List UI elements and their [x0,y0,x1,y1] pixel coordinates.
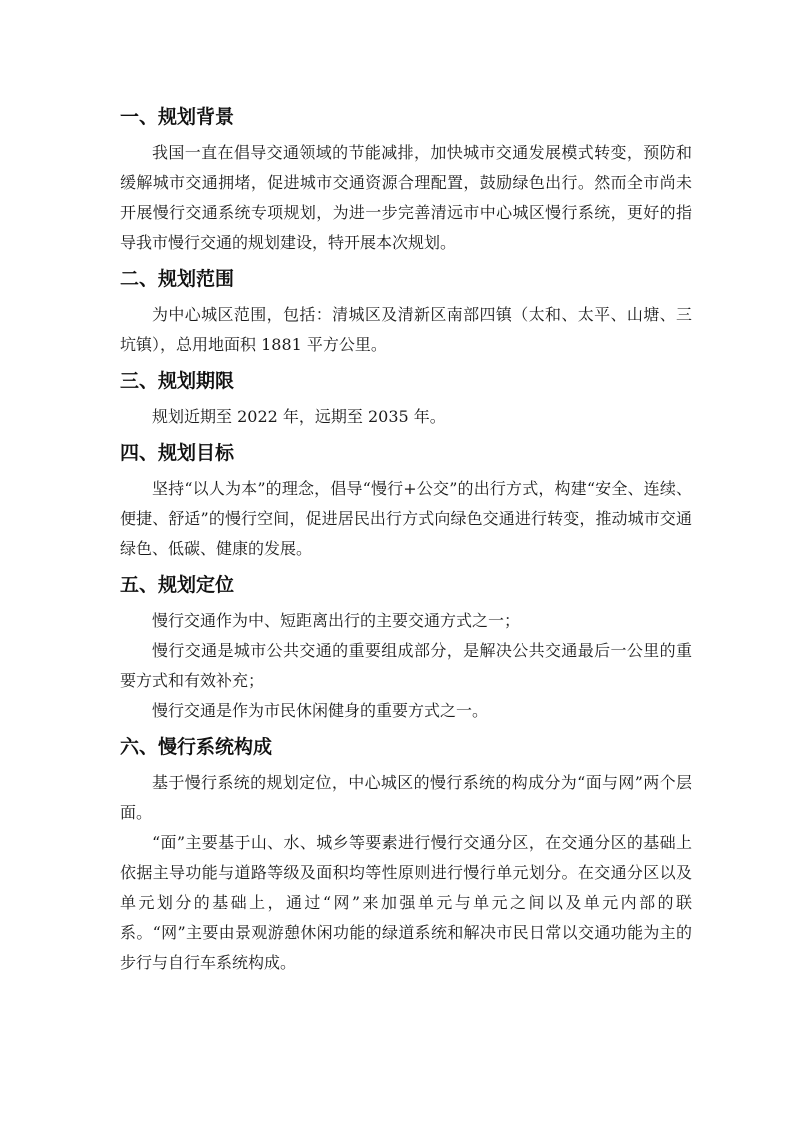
section-heading: 五、规划定位 [120,574,235,596]
section-heading: 四、规划目标 [120,442,235,464]
paragraph: 规划近期至 2022 年，远期至 2035 年。 [152,407,446,426]
paragraph: “面”主要基于山、水、城乡等要素进行慢行交通分区，在交通分区的基础上依据主导功能与道路等级及面积均等性原则进行慢行单元划分。在交通分区以及单元划分的基础上，通过“网”来加强单元与单元之间以及单元内部的联系。“网”主要由景观游憩休闲功能的绿道系统和解决市民日常以交通功能为主的步行与自行车系统构成。 [120,833,692,972]
section-goals [120,440,692,564]
section-positioning [120,572,692,726]
section-heading: 六、慢行系统构成 [120,736,273,758]
section-scope [120,266,692,360]
paragraph: 慢行交通是城市公共交通的重要组成部分，是解决公共交通最后一公里的重要方式和有效补充； [120,641,692,690]
section-period [120,368,692,432]
section-heading: 一、规划背景 [120,106,235,128]
paragraph: 慢行交通作为中、短距离出行的主要交通方式之一； [152,611,521,630]
paragraph: 慢行交通是作为市民休闲健身的重要方式之一。 [152,701,489,720]
paragraph: 基于慢行系统的规划定位，中心城区的慢行系统的构成分为“面与网”两个层面。 [120,773,692,822]
section-heading: 三、规划期限 [120,370,235,392]
document-page [120,104,692,978]
section-background [120,104,692,258]
paragraph: 为中心城区范围，包括：清城区及清新区南部四镇（太和、太平、山塘、三坑镇），总用地面积 1881 平方公里。 [120,305,692,354]
paragraph: 我国一直在倡导交通领域的节能减排，加快城市交通发展模式转变，预防和缓解城市交通拥堵，促进城市交通资源合理配置，鼓励绿色出行。然而全市尚未开展慢行交通系统专项规划，为进一步完善清远市中心城区慢行系统，更好的指导我市慢行交通的规划建设，特开展本次规划。 [120,143,692,252]
paragraph: 坚持“以人为本”的理念，倡导“慢行+公交”的出行方式，构建“安全、连续、便捷、舒适”的慢行空间，促进居民出行方式向绿色交通进行转变，推动城市交通绿色、低碳、健康的发展。 [120,479,692,558]
section-heading: 二、规划范围 [120,268,235,290]
section-composition [120,734,692,978]
